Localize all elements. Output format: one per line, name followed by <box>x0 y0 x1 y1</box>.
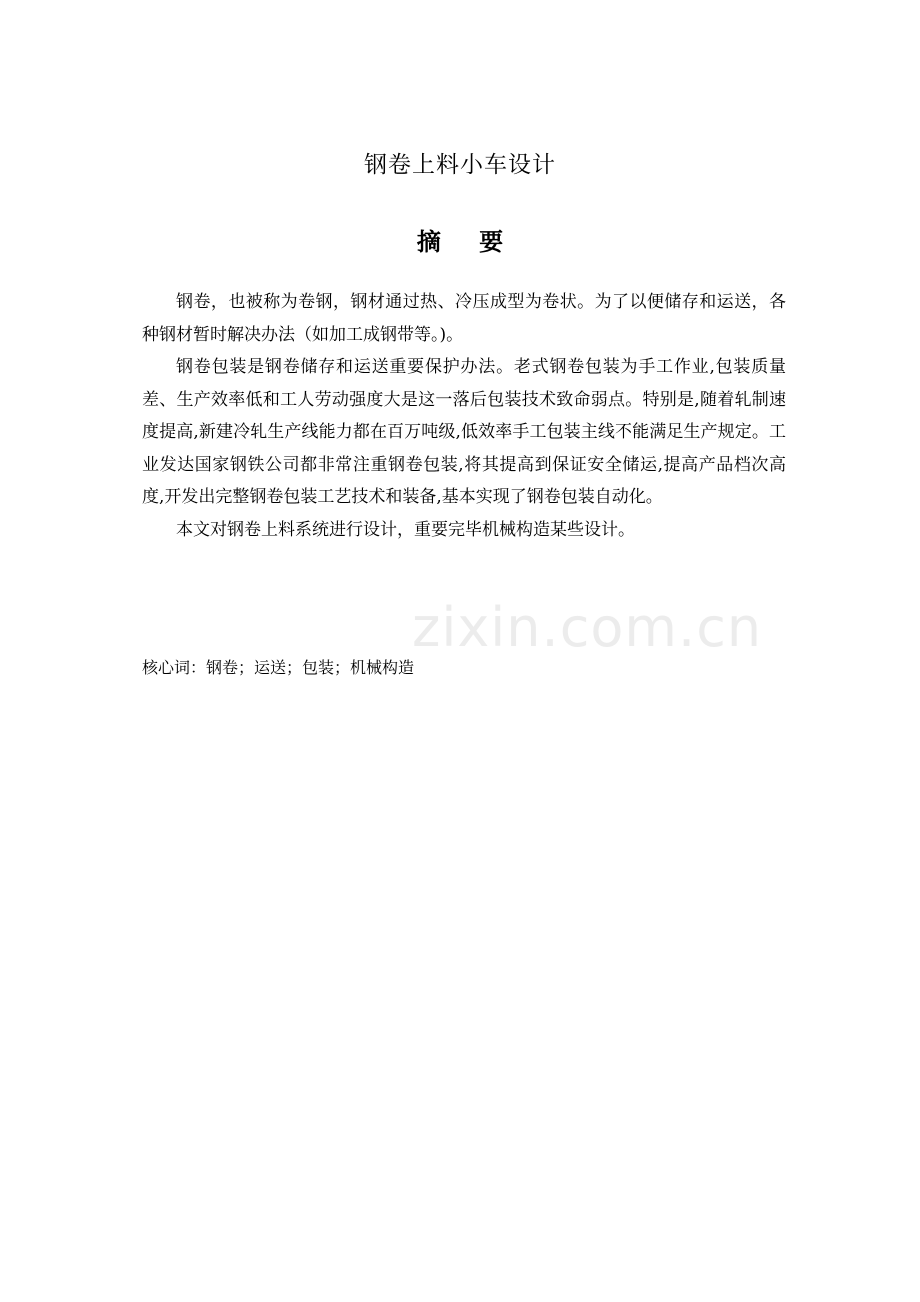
abstract-paragraph-2: 钢卷包装是钢卷储存和运送重要保护办法。老式钢卷包装为手工作业,包装质量差、生产效率低和工人劳动强度大是这一落后包装技术致命弱点。特别是,随着轧制速度提高,新建冷轧生产线能力都在百万吨级,低效率手工包装主线不能满足生产规定。工业发达国家钢铁公司都非常注重钢卷包装,将其提高到保证安全储运,提高产品档次高度,开发出完整钢卷包装工艺技术和装备,基本实现了钢卷包装自动化。 <box>142 357 786 507</box>
document-title: 钢卷上料小车设计 <box>364 152 556 178</box>
abstract-paragraph-3: 本文对钢卷上料系统进行设计，重要完毕机械构造某些设计。 <box>176 519 635 540</box>
abstract-paragraph-1: 钢卷，也被称为卷钢，钢材通过热、冷压成型为卷状。为了以便储存和运送，各种钢材暂时解决办法（如加工成钢带等。)。 <box>142 292 786 345</box>
abstract-heading: 摘 要 <box>416 228 504 256</box>
keywords-line: 核心词：钢卷；运送；包装；机械构造 <box>142 658 415 677</box>
abstract-body <box>142 286 786 546</box>
watermark: zixin.com.cn <box>412 596 763 659</box>
